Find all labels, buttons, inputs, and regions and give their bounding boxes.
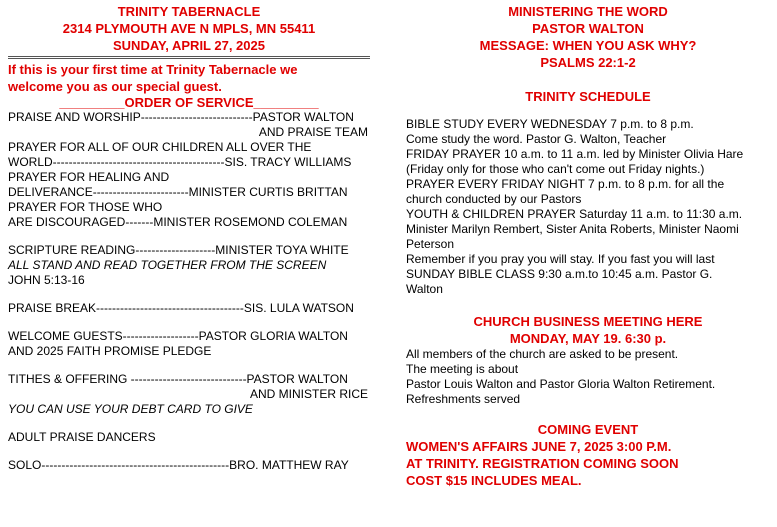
schedule-list: [406, 117, 770, 297]
schedule-line: FRIDAY PRAYER 10 a.m. to 11 a.m. led by Minister Olivia Hare: [406, 147, 744, 161]
meeting-line: Pastor Louis Walton and Pastor Gloria Walton Retirement.: [406, 377, 716, 391]
meeting-line: All members of the church are asked to be present.: [406, 347, 679, 361]
service-item: SOLO-----------------------------------------------BRO. MATTHEW RAY: [8, 458, 349, 472]
order-of-service-title: _________ORDER OF SERVICE_________: [59, 95, 319, 110]
service-date: SUNDAY, APRIL 27, 2025: [113, 38, 265, 53]
event-line: WOMEN'S AFFAIRS JUNE 7, 2025 3:00 P.M.: [406, 439, 672, 454]
schedule-line: SUNDAY BIBLE CLASS 9:30 a.m.to 10:45 a.m. Pastor G.: [406, 267, 713, 281]
preacher-name: PASTOR WALTON: [532, 21, 644, 36]
service-item: PRAISE BREAK-------------------------------------SIS. LULA WATSON: [8, 301, 354, 315]
service-item: AND 2025 FAITH PROMISE PLEDGE: [8, 344, 212, 358]
meeting-title: [406, 313, 770, 347]
service-item: AND MINISTER RICE: [249, 387, 368, 401]
sermon-heading: MINISTERING THE WORD: [508, 4, 668, 19]
scripture-reference: PSALMS 22:1-2: [540, 55, 636, 70]
schedule-title: TRINITY SCHEDULE: [525, 89, 651, 104]
service-item: AND PRAISE TEAM: [258, 125, 368, 139]
service-item: TITHES & OFFERING -----------------------------PASTOR WALTON: [8, 372, 348, 386]
right-column: [406, 0, 770, 489]
meeting-date: MONDAY, MAY 19. 6:30 p.: [509, 331, 667, 346]
service-item: PRAYER FOR THOSE WHO: [8, 200, 163, 214]
schedule-line: Peterson: [406, 237, 455, 251]
service-item: ARE DISCOURAGED-------MINISTER ROSEMOND COLEMAN: [8, 215, 348, 229]
schedule-line: Come study the word. Pastor G. Walton, Teacher: [406, 132, 667, 146]
event-line: COST $15 INCLUDES MEAL.: [406, 473, 582, 488]
schedule-line: (Friday only for those who can't come out Friday nights.): [406, 162, 705, 176]
service-note: ALL STAND AND READ TOGETHER FROM THE SCREEN: [8, 258, 327, 272]
service-item: PRAYER FOR ALL OF OUR CHILDREN ALL OVER THE: [8, 140, 312, 154]
meeting-heading: CHURCH BUSINESS MEETING HERE: [473, 314, 703, 329]
welcome-line: If this is your first time at Trinity Tabernacle we: [8, 62, 298, 77]
schedule-line: Remember if you pray you will stay. If you fast you will last: [406, 252, 715, 266]
schedule-line: PRAYER EVERY FRIDAY NIGHT 7 p.m. to 8 p.m. for all the: [406, 177, 725, 191]
schedule-line: Walton: [406, 282, 443, 296]
event-line: AT TRINITY. REGISTRATION COMING SOON: [406, 456, 679, 471]
service-item: JOHN 5:13-16: [8, 273, 85, 287]
coming-event-title: COMING EVENT: [537, 422, 639, 437]
service-item: WELCOME GUESTS-------------------PASTOR GLORIA WALTON: [8, 329, 348, 343]
divider: [8, 56, 370, 59]
left-column: [8, 0, 370, 473]
church-header: [8, 3, 370, 54]
service-item: SCRIPTURE READING--------------------MINISTER TOYA WHITE: [8, 243, 349, 257]
schedule-line: YOUTH & CHILDREN PRAYER Saturday 11 a.m. to 11:30 a.m.: [406, 207, 743, 221]
service-item: PRAYER FOR HEALING AND: [8, 170, 170, 184]
welcome-line: welcome you as our special guest.: [8, 79, 222, 94]
meeting-line: The meeting is about: [406, 362, 519, 376]
sermon-header: [406, 3, 770, 71]
schedule-line: BIBLE STUDY EVERY WEDNESDAY 7 p.m. to 8 p.m.: [406, 117, 694, 131]
service-item: WORLD-------------------------------------------SIS. TRACY WILLIAMS: [8, 155, 352, 169]
schedule-line: Minister Marilyn Rembert, Sister Anita Roberts, Minister Naomi: [406, 222, 739, 236]
church-name: TRINITY TABERNACLE: [117, 4, 261, 19]
meeting-line: Refreshments served: [406, 392, 521, 406]
service-note: YOU CAN USE YOUR DEBT CARD TO GIVE: [8, 402, 253, 416]
schedule-line: church conducted by our Pastors: [406, 192, 582, 206]
meeting-details: [406, 347, 770, 407]
welcome-message: [8, 61, 370, 95]
church-address: 2314 PLYMOUTH AVE N MPLS, MN 55411: [62, 21, 316, 36]
service-item: DELIVERANCE------------------------MINISTER CURTIS BRITTAN: [8, 185, 348, 199]
order-of-service-list: [8, 110, 370, 473]
service-item: ADULT PRAISE DANCERS: [8, 430, 156, 444]
message-title: MESSAGE: WHEN YOU ASK WHY?: [479, 38, 697, 53]
coming-event-details: [406, 438, 770, 489]
service-item: PRAISE AND WORSHIP----------------------------PASTOR WALTON: [8, 110, 354, 124]
